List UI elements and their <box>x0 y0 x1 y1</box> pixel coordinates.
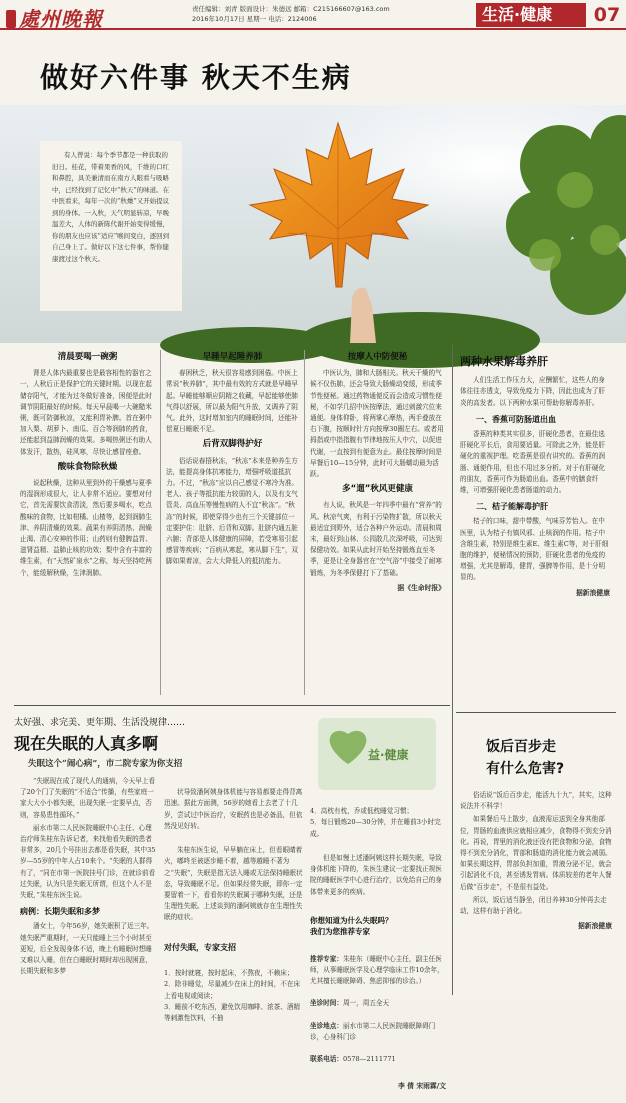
masthead-info-line2: 2016年10月17日 星期一 电话：2124006 <box>192 15 317 23</box>
expert-label: 推荐专家： <box>310 954 343 963</box>
col2-section1-title: 早睡早起睡养肺 <box>202 352 263 362</box>
aside-title-line1: 饭后百步走 <box>486 739 556 755</box>
col4-source: 据新浪健康 <box>576 588 610 597</box>
place-value: 丽水市第二人民医院睡眠障碍门诊，心身科门诊 <box>310 1021 436 1042</box>
column-divider <box>452 345 453 995</box>
col4-sub2: 二、桔子能解毒护肝 <box>476 502 548 512</box>
section-divider <box>14 705 450 706</box>
health-badge <box>318 718 436 790</box>
col4-sub1-text: 香蕉的种类其实很多，肝硬化患者，在最佳选肝硬化平长后，食用要适量。可除此之外，能是肝硬化的重视护理。吃香蕉是很有讲究的。香蕉的润肠、通便作用，但也不用过多分析。对于有肝硬化的朋友，香蕉可作为肠道出血。香蕉中的膳食纤维，可增强肝硬化患者肠道的动力。 <box>460 430 606 495</box>
column-divider <box>160 350 161 695</box>
aside-source: 据新浪健康 <box>578 922 612 931</box>
col2-section2-title: 后背双脚得护好 <box>202 439 263 450</box>
column-1 <box>20 348 155 698</box>
aside-text3: 所以，饭后适当静坐，闭目养神30分钟再去走动，这样有助于消化。 <box>460 895 607 916</box>
page-headline: 做好六件事 秋天不生病 <box>40 61 352 94</box>
section-tag: 生活·健康 <box>476 3 586 27</box>
place-line <box>310 1021 446 1043</box>
column-2 <box>166 348 299 698</box>
page-number: 07 <box>593 4 621 26</box>
col4-title: 两种水果解毒养肝 <box>460 355 548 368</box>
col2-section2-text: 俗话说春捂秋冻，“秋冻”本来是种养生方法，能提高身体抗寒能力，增强呼吸道抵抗力。不过，“秋冻”应以自己感觉不寒冷为准。老人、孩子等抵抗能力较弱的人，以及有支气管炎、高血压等慢性病的人不宜“秋冻”。“秋冻”的时候，即使穿得少也有三个关键部位一定要护住：肚脐、后背和双脚。肚脐内通五脏六腑；背部是人体健康的屏障，若受寒易引起感冒等疾病；“百病从寒起，寒从脚下生”，双脚如果着凉，会大大降低人的抵抗能力。 <box>166 456 299 566</box>
insomnia-c-text2: 但是如慢上述潘阿姨这样长期失眠，导致身体机能下降的，朱医生建议一定要找正规医院的睡眠医学中心进行治疗，以免给自己的身体带来更多的疾病。 <box>310 854 442 896</box>
insomnia-a-text1: “失眠现在成了现代人的通病，今天早上看了20个门了失眠的“不适合”传播，有些家庭一家大大小小都失眠，出现失眠一定要早点，否则，容易患性循环。” <box>20 777 156 819</box>
newspaper-logo <box>6 3 146 31</box>
insomnia-deck: 失眠这个“闹心病”，市二院专家为你支招 <box>28 759 183 769</box>
logo-text: 處州晚報 <box>19 7 103 31</box>
place-label: 坐诊地点： <box>310 1021 343 1030</box>
insomnia-a-text2: 丽水市第二人民医院睡眠中心主任、心理治疗师朱桂东告诉记者，来找他看失眠的患者非常多，20几个号挂出去都是看失眠，其中35岁—55岁的中年人占10来个。“失眠的人群得有了，“同在市第一医院挂号门诊，在就诊前看过失眠，认为只是失眠无所谓，但这个人不是失眠，”朱桂东医生说。 <box>20 823 156 900</box>
insomnia-a-sub: 病例：长期失眠和多梦 <box>20 907 100 917</box>
column-3 <box>310 348 445 698</box>
aside-text1: 俗话说“饭后百步走，能活九十九”，其实，这种说法并不科学！ <box>460 791 612 811</box>
phone-line <box>310 1054 446 1065</box>
aside-column <box>460 790 612 995</box>
col3-section1-text: 中医认为，肺和大肠相关。秋天干燥的气候不仅伤肺，还会导致大肠燥动变缓，形成季节性便秘。通过药物通便反而会造成习惯性便秘，不如学几招中医按摩法，通过刺激穴位来通便。身体仰卧，将两掌心摩热，两手叠放在右下腹，按顺时针方向按摩30圈左右。或者用拇指或中指指腹有节律地按压人中穴，以促进代谢，一直按到有便意为止。最佳按摩时间是早餐后10—15分钟，此时可大肠蠕动最为活跃。 <box>310 369 444 479</box>
insomnia-column-b <box>164 776 304 1023</box>
aside-text2: 如果餐后马上散步，血液需运送到全身其他部位，胃肠的血液供应就相应减少，食物得不到充分消化。再说，胃里的消化液还没有把食物和分泌，食物得不到充分消化，胃部和肠道的消化能力就会减弱。如果长期这样，胃部负担加重，胃液分泌不足，就会引起消化不良，甚至诱发胃病。体质较差的老年人餐后做“百步走”，不是很有益处。 <box>460 815 612 891</box>
masthead-info <box>192 4 462 24</box>
insomnia-column-c <box>310 795 446 1090</box>
insomnia-a-text3: 潘女士，今年56岁，她失眠积了近三年。她失眠严重期时，一天只能睡上三个小时甚至更短，后全发现身体不适，晚上有睡眠时想睡又难以入睡，但在白睡眠时期时却出现困意，长期失眠和多梦 <box>20 922 154 976</box>
time-label: 坐诊时间： <box>310 999 343 1008</box>
col1-section1-title: 清晨要喝一碗粥 <box>57 352 118 362</box>
insomnia-kicker: 太好强、求完美、更年期、生活没规律…… <box>14 718 186 728</box>
time-value: 周一，周五全天 <box>342 999 390 1008</box>
health-badge-label: 益·健康 <box>368 748 409 762</box>
col3-section2-title: 多“遛”秋风更健康 <box>342 484 413 495</box>
insomnia-b-sub: 对付失眠，专家支招 <box>164 942 236 952</box>
column-divider <box>304 350 305 695</box>
col1-section1-text: 肾是人体内最重要也是最容相性的器官之一，人秋后正是保护它的关键时期。以现在起储存阳气，才能为过冬做好准备，困便是此时调节阴阳最好的时候。每天早晨喝一大碗糙米粥，既可防御秋凉，又能利胃补脾。首在粥中加入梨、胡萝卜、南瓜、百合等润肺的药食，还能起到益肺润燥的效果。多喝热粥还有助人体发汗，散热，硅风寒，尽快让感冒痊愈。 <box>20 369 152 456</box>
insomnia-c-text1: 4．高枕有枕，乔或低枕睡觉习惯； 5．每日锻炼20—30分钟，并在睡前3小时完成。 <box>310 807 441 838</box>
insomnia-column-a <box>20 776 158 996</box>
phone-value: 0578—2111771 <box>342 1055 396 1064</box>
insomnia-title: 现在失眠的人真多啊 <box>14 734 159 753</box>
expert-line <box>310 954 446 988</box>
intro-paragraph: 有人曾说：每个季节都是一种获取的旧日。桂花，带着果香的风，千维的口红和鼻腔，具美兼清而在南方人眼看与吸略中，已经找到了记忆中“秋天”的味道。在中医看来，每年一次的“秋燥”又开始提议到的身体。一入秋，天气明显转凉，早晚温差大，人体的新陈代谢开始变得缓慢，你的朋友也应该“适应”喉间变白，逐回到自己身上了。做好以下这七件事，帮你健康渡过这个秋天。 <box>52 151 170 263</box>
col3-source: 据《生命时报》 <box>397 583 445 592</box>
section-divider <box>456 712 616 713</box>
insomnia-byline: 李 倩 宋雨霖/文 <box>398 1081 446 1090</box>
insomnia-b-text2: 朱桂东医生说，早早躺在床上，但看眼睛着火，嘟咚至被逐步睡不着，越等越睡不著为之“失眠”，失眠是指无法入睡或无法保持睡眠状态，导致睡眠不足。但如果经常失眠，即你一定要留着一下，看看你的失眠属于哪种失眠，还是生理性失眠。上述谈到的潘阿姨就存在生理性失眠的症状。 <box>164 846 303 922</box>
masthead-info-line1: 责任编辑：刘青 版面设计：朱德远 邮箱：C215166607@163.com <box>192 5 390 13</box>
masthead <box>0 0 626 30</box>
insomnia-c-question: 你想知道为什么失眠吗？ 我们为您推荐专家 <box>310 916 393 937</box>
col3-section1-title: 按摩人中防便秘 <box>347 352 408 362</box>
aside-title-line2: 有什么危害? <box>486 761 565 777</box>
column-4 <box>460 352 610 702</box>
col4-sub2-text: 桔子的口味，甜中带酸，气味芬芳怡人。在中医里，认为桔子有镇风邪、止咳润的作用。桔子中含维生素，特别是维生素E、维生素C等，对于肝细胞的维护，便秘情况的预防，肝硬化患者的免疫的增强，尤其是解毒，健胃，强脾等作用，是十分明显的。 <box>460 517 609 582</box>
col4-intro: 人们生活工作压力大，应酬繁忙，这些人的身体往往亦透支，导致免疫力下降，因此也成为了肝炎的高发者。以下两种水果可帮助你解毒养肝。 <box>460 376 606 407</box>
col2-section1-text: 春困秋乏，秋天很容易感到困倦。中医上常说“秋养肺”，其中最有效的方式就是早睡早起。早睡能够顺应阴精之收藏，早起能够使肺气得以舒展，所以最为阳气升放，又调养了阴气。此外，这时增加室内的睡眠时间，还能补偿夏日睡眠不足。 <box>166 369 299 434</box>
col1-section2-title: 酸味食物除秋燥 <box>57 461 118 472</box>
phone-label: 联系电话： <box>310 1055 343 1064</box>
col4-sub1: 一、香蕉可防肠道出血 <box>476 414 556 424</box>
expert-value: 朱桂东（睡眠中心主任，副主任医师，从事睡眠医学及心理学临床工作10余年，尤其擅长睡眠障碍、焦虑抑郁的诊治。） <box>310 954 444 986</box>
insomnia-b-text3: 1．按时就寝，按时起床，不熬夜，不赖床； 2．除非睡觉，尽量减少在床上的时间，不在床上看电视或阅读； 3．睡前不吃东西，避免饮用咖啡、浓茶、酒精等刺激性饮料，不抽 <box>164 969 301 1023</box>
aside-title <box>486 736 616 780</box>
time-line <box>310 998 446 1009</box>
col3-section2-text: 有人说，秋风是一年四季中最有“营养”的风。秋凉气爽，有利于污染物扩散，所以秋天最适宜到野外，适合各种户外运动。清晨和周末，最好到山林、公园散几次深呼吸，可达到保健功效。如果从此时开始坚持锻炼直至冬季，更是让全身器官在“空气浴”中接受了耐寒锻炼，为冬季保健打下了基础。 <box>310 501 443 577</box>
insomnia-b-text1: 状导致潘阿姨身体机能与容易都要走得背离迅速。据此方面测，56岁的她看上去老了十几岁，尝试过中医治疗，安眠药也是必备品，但依然没见好转。 <box>164 788 303 830</box>
col1-section2-text: 说起秋燥，这种从里到外的干燥感与夏季的湿润形成很大，让人非常不适应。要想对付它，首先需要饮食清淡，然后要多喝水，吃点酸味的食物，比如柑橘、山楂等，起到润肺生津、养阴清燥的效果。蔬果有养阴清热、润燥止渴、清心安神的作用；山药则有健脾益胃、滋肾益精、益肺止咳的功效；梨中含有丰富的维生素，有“天然矿泉水”之称，每天坚持吃两个，能缓解秋燥，生津润肺。 <box>20 479 153 577</box>
logo-mark-icon <box>6 10 16 28</box>
